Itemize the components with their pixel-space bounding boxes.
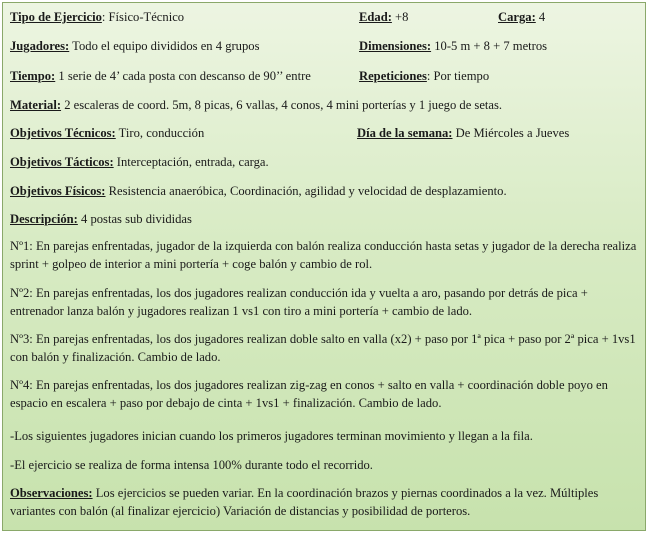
carga-label: Carga:	[498, 10, 536, 24]
carga-value: 4	[535, 10, 546, 24]
obj-tacticos-value: Interceptación, entrada, carga.	[113, 155, 269, 169]
dimensiones-value: 10-5 m + 8 + 7 metros	[431, 39, 548, 53]
obj-tecnicos-field	[10, 125, 204, 141]
tipo-value: : Físico-Técnico	[101, 10, 185, 24]
material-value: 2 escaleras de coord. 5m, 8 picas, 6 vallas, 4 conos, 4 mini porterías y 1 juego de setas.	[61, 98, 503, 112]
exercise-sheet	[2, 2, 646, 531]
dimensiones-field	[359, 38, 547, 54]
jugadores-field	[10, 38, 259, 54]
tiempo-field	[10, 68, 311, 84]
descripcion-field	[10, 211, 192, 227]
material-label: Material:	[10, 98, 62, 112]
dimensiones-label: Dimensiones:	[359, 39, 432, 53]
material-field	[10, 97, 502, 113]
carga-field	[498, 9, 545, 25]
tiempo-label: Tiempo:	[10, 69, 56, 83]
descripcion-label: Descripción:	[10, 212, 78, 226]
jugadores-value: Todo el equipo divididos en 4 grupos	[69, 39, 260, 53]
edad-value: +8	[391, 10, 409, 24]
posta-1-text: Nº1: En parejas enfrentadas, jugador de la izquierda con balón realiza conducción hasta setas y jugador de la derecha realiza sprint + golpeo de interior a mini portería + coge balón y cambio de rol.	[10, 239, 637, 271]
edad-field	[359, 9, 408, 25]
descripcion-value: 4 postas sub divididas	[77, 212, 192, 226]
obj-fisicos-value: Resistencia anaeróbica, Coordinación, agilidad y velocidad de desplazamiento.	[105, 184, 507, 198]
row-tipo-edad-carga	[10, 9, 184, 25]
jugadores-label: Jugadores:	[10, 39, 70, 53]
obj-fisicos-label: Objetivos Físicos:	[10, 184, 106, 198]
posta-4-text: Nº4: En parejas enfrentadas, los dos jugadores realizan zig-zag en conos + salto en valla + coordinación doble poyo en espacio en escalera + paso por debajo de cinta + 1vs1 + finalización. Cambio de lado.	[10, 378, 608, 410]
obj-fisicos-field	[10, 183, 507, 199]
obj-tacticos-label: Objetivos Tácticos:	[10, 155, 114, 169]
edad-label: Edad:	[359, 10, 392, 24]
obj-tecnicos-value: Tiro, conducción	[115, 126, 205, 140]
observaciones-label: Observaciones:	[10, 486, 93, 500]
dia-semana-field	[357, 125, 569, 141]
dia-semana-value: De Miércoles a Jueves	[452, 126, 570, 140]
observaciones-value: Los ejercicios se pueden variar. En la coordinación brazos y piernas coordinados a la vez. Múltiples variantes con balón (al finalizar ejercicio) Variación de distancias y posibilidad de porteros.	[10, 486, 599, 518]
posta-3-text: Nº3: En parejas enfrentadas, los dos jugadores realizan doble salto en valla (x2) + paso por 1ª pica + paso por 2ª pica + 1vs1 con balón y finalización. Cambio de lado.	[10, 332, 636, 364]
tipo-label: Tipo de Ejercicio	[10, 10, 102, 24]
repeticiones-field	[359, 68, 489, 84]
repeticiones-value: : Por tiempo	[426, 69, 490, 83]
tiempo-value: 1 serie de 4’ cada posta con descanso de 90’’ entre	[55, 69, 311, 83]
nota-intensidad: -El ejercicio se realiza de forma intensa 100% durante todo el recorrido.	[10, 458, 373, 472]
nota-siguientes-jugadores: -Los siguientes jugadores inician cuando los primeros jugadores terminan movimiento y llegan a la fila.	[10, 429, 533, 443]
dia-semana-label: Día de la semana:	[357, 126, 453, 140]
obj-tacticos-field	[10, 154, 269, 170]
repeticiones-label: Repeticiones	[359, 69, 427, 83]
observaciones-field	[10, 484, 638, 520]
obj-tecnicos-label: Objetivos Técnicos:	[10, 126, 116, 140]
posta-2-text: Nº2: En parejas enfrentadas, los dos jugadores realizan conducción ida y vuelta a aro, pasando por detrás de pica + entrenador lanza balón y jugadores realizan 1 vs1 con tiro a mini portería + cambio de lado.	[10, 286, 588, 318]
